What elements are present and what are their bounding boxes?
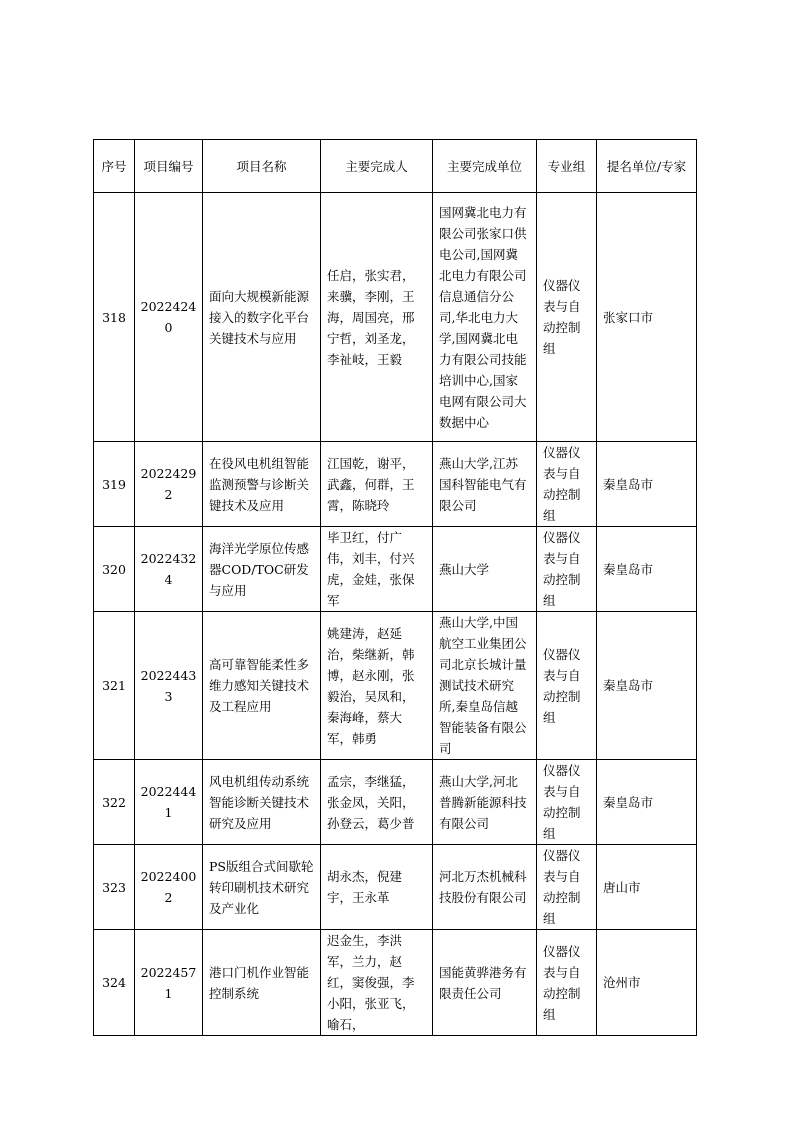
units-cell: 燕山大学,中国航空工业集团公司北京长城计量测试技术研究所,秦皇岛信越智能装备有限公司 [433,612,537,760]
project-table [93,139,697,1036]
seq-cell: 318 [94,193,135,442]
code-cell: 20224433 [135,612,203,760]
code-cell: 20224002 [135,845,203,930]
nominator-cell: 秦皇岛市 [597,527,697,612]
table-row [94,845,697,930]
name-cell: 在役风电机组智能监测预警与诊断关键技术及应用 [203,442,321,527]
table-row [94,760,697,845]
code-cell: 20224292 [135,442,203,527]
group-cell: 仪器仪表与自动控制组 [537,760,597,845]
header-row [94,140,697,193]
units-cell: 燕山大学,河北普腾新能源科技有限公司 [433,760,537,845]
people-cell: 江国乾，谢平，武鑫，何群，王霄，陈晓玲 [321,442,433,527]
header-seq: 序号 [94,140,135,193]
header-units: 主要完成单位 [433,140,537,193]
people-cell: 任启，张实君，来骥，李刚，王海，周国亮，邢宁哲，刘圣龙，李祉岐，王毅 [321,193,433,442]
people-cell: 姚建涛，赵延治，柴继新，韩博，赵永刚，张毅治，吴凤和，秦海峰，蔡大军，韩勇 [321,612,433,760]
code-cell: 20224324 [135,527,203,612]
nominator-cell: 唐山市 [597,845,697,930]
name-cell: PS版组合式间歇轮转印刷机技术研究及产业化 [203,845,321,930]
header-people: 主要完成人 [321,140,433,193]
name-cell: 港口门机作业智能控制系统 [203,930,321,1036]
seq-cell: 320 [94,527,135,612]
table-row [94,193,697,442]
units-cell: 国能黄骅港务有限责任公司 [433,930,537,1036]
nominator-cell: 张家口市 [597,193,697,442]
name-cell: 风电机组传动系统智能诊断关键技术研究及应用 [203,760,321,845]
group-cell: 仪器仪表与自动控制组 [537,845,597,930]
table-row [94,442,697,527]
units-cell: 燕山大学,江苏国科智能电气有限公司 [433,442,537,527]
name-cell: 海洋光学原位传感器COD/TOC研发与应用 [203,527,321,612]
code-cell: 20224571 [135,930,203,1036]
seq-cell: 323 [94,845,135,930]
units-cell: 河北万杰机械科技股份有限公司 [433,845,537,930]
code-cell: 20224441 [135,760,203,845]
table-row [94,612,697,760]
nominator-cell: 秦皇岛市 [597,612,697,760]
people-cell: 毕卫红，付广伟，刘丰，付兴虎，金娃，张保军 [321,527,433,612]
group-cell: 仪器仪表与自动控制组 [537,930,597,1036]
group-cell: 仪器仪表与自动控制组 [537,612,597,760]
people-cell: 迟金生，李洪军，兰力，赵红，窦俊强，李小阳，张亚飞，喻石， [321,930,433,1036]
header-code: 项目编号 [135,140,203,193]
seq-cell: 322 [94,760,135,845]
units-cell: 燕山大学 [433,527,537,612]
nominator-cell: 沧州市 [597,930,697,1036]
header-group: 专业组 [537,140,597,193]
seq-cell: 321 [94,612,135,760]
group-cell: 仪器仪表与自动控制组 [537,442,597,527]
seq-cell: 324 [94,930,135,1036]
table-row [94,527,697,612]
code-cell: 20224240 [135,193,203,442]
name-cell: 高可靠智能柔性多维力感知关键技术及工程应用 [203,612,321,760]
people-cell: 孟宗，李继猛，张金凤，关阳，孙登云，葛少普 [321,760,433,845]
people-cell: 胡永杰，倪建宇，王永革 [321,845,433,930]
header-name: 项目名称 [203,140,321,193]
table-row [94,930,697,1036]
header-nominator: 提名单位/专家 [597,140,697,193]
name-cell: 面向大规模新能源接入的数字化平台关键技术与应用 [203,193,321,442]
nominator-cell: 秦皇岛市 [597,760,697,845]
units-cell: 国网冀北电力有限公司张家口供电公司,国网冀北电力有限公司信息通信分公司,华北电力大学,国网冀北电力有限公司技能培训中心,国家电网有限公司大数据中心 [433,193,537,442]
nominator-cell: 秦皇岛市 [597,442,697,527]
seq-cell: 319 [94,442,135,527]
group-cell: 仪器仪表与自动控制组 [537,193,597,442]
group-cell: 仪器仪表与自动控制组 [537,527,597,612]
